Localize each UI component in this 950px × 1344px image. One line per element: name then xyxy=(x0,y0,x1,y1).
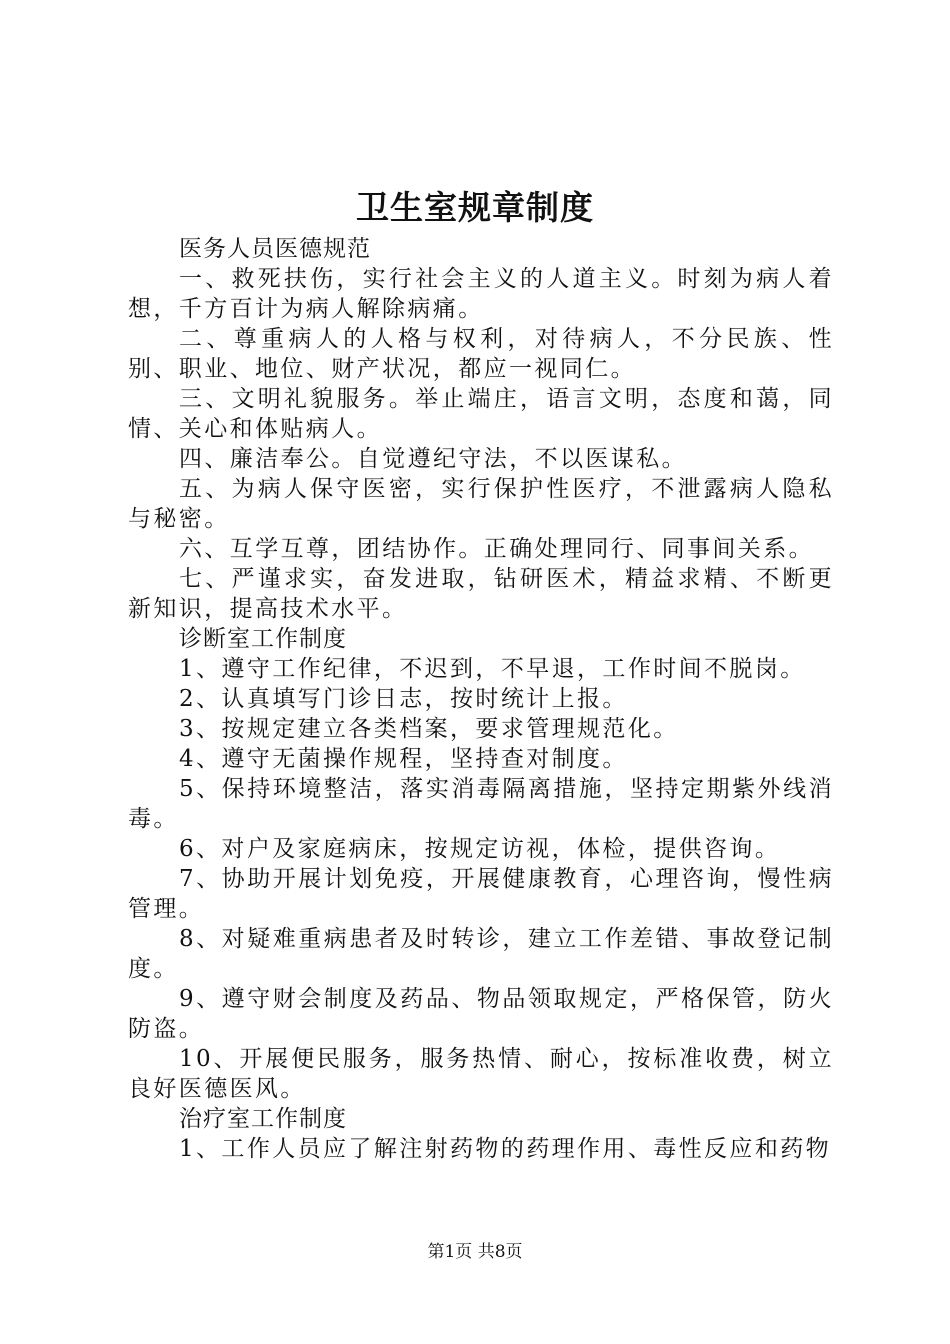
page-number-footer: 第1页 共8页 xyxy=(427,1242,523,1262)
paragraph: 五、为病人保守医密，实行保护性医疗，不泄露病人隐私与秘密。 xyxy=(128,476,834,532)
paragraph: 二、尊重病人的人格与权利，对待病人，不分民族、性别、职业、地位、财产状况，都应一视同仁。 xyxy=(128,326,834,382)
paragraph: 2、认真填写门诊日志，按时统计上报。 xyxy=(179,686,628,712)
paragraph: 1、工作人员应了解注射药物的药理作用、毒性反应和药物 xyxy=(179,1136,832,1162)
paragraph: 5、保持环境整洁，落实消毒隔离措施，坚持定期紫外线消毒。 xyxy=(128,776,834,832)
document-title: 卫生室规章制度 xyxy=(356,188,594,227)
paragraph: 4、遵守无菌操作规程，坚持查对制度。 xyxy=(179,746,628,772)
paragraph: 七、严谨求实，奋发进取，钻研医术，精益求精、不断更新知识，提高技术水平。 xyxy=(128,566,834,622)
paragraph: 1、遵守工作纪律，不迟到，不早退，工作时间不脱岗。 xyxy=(179,656,806,682)
section-heading: 治疗室工作制度 xyxy=(179,1106,347,1132)
paragraph: 一、救死扶伤，实行社会主义的人道主义。时刻为病人着想，千方百计为病人解除病痛。 xyxy=(128,266,834,322)
paragraph: 四、廉洁奉公。自觉遵纪守法，不以医谋私。 xyxy=(179,446,687,472)
section-heading: 医务人员医德规范 xyxy=(179,236,371,262)
paragraph: 10、开展便民服务，服务热情、耐心，按标准收费，树立良好医德医风。 xyxy=(128,1046,834,1102)
paragraph: 六、互学互尊，团结协作。正确处理同行、同事间关系。 xyxy=(179,536,814,562)
paragraph: 7、协助开展计划免疫，开展健康教育，心理咨询，慢性病管理。 xyxy=(128,866,834,922)
paragraph: 8、对疑难重病患者及时转诊，建立工作差错、事故登记制度。 xyxy=(128,926,834,982)
document-body xyxy=(128,234,834,1164)
paragraph: 6、对户及家庭病床，按规定访视，体检，提供咨询。 xyxy=(179,836,781,862)
paragraph: 3、按规定建立各类档案，要求管理规范化。 xyxy=(179,716,679,742)
paragraph: 9、遵守财会制度及药品、物品领取规定，严格保管，防火防盗。 xyxy=(128,986,834,1042)
paragraph: 三、文明礼貌服务。举止端庄，语言文明，态度和蔼，同情、关心和体贴病人。 xyxy=(128,386,834,442)
section-heading: 诊断室工作制度 xyxy=(179,626,347,652)
